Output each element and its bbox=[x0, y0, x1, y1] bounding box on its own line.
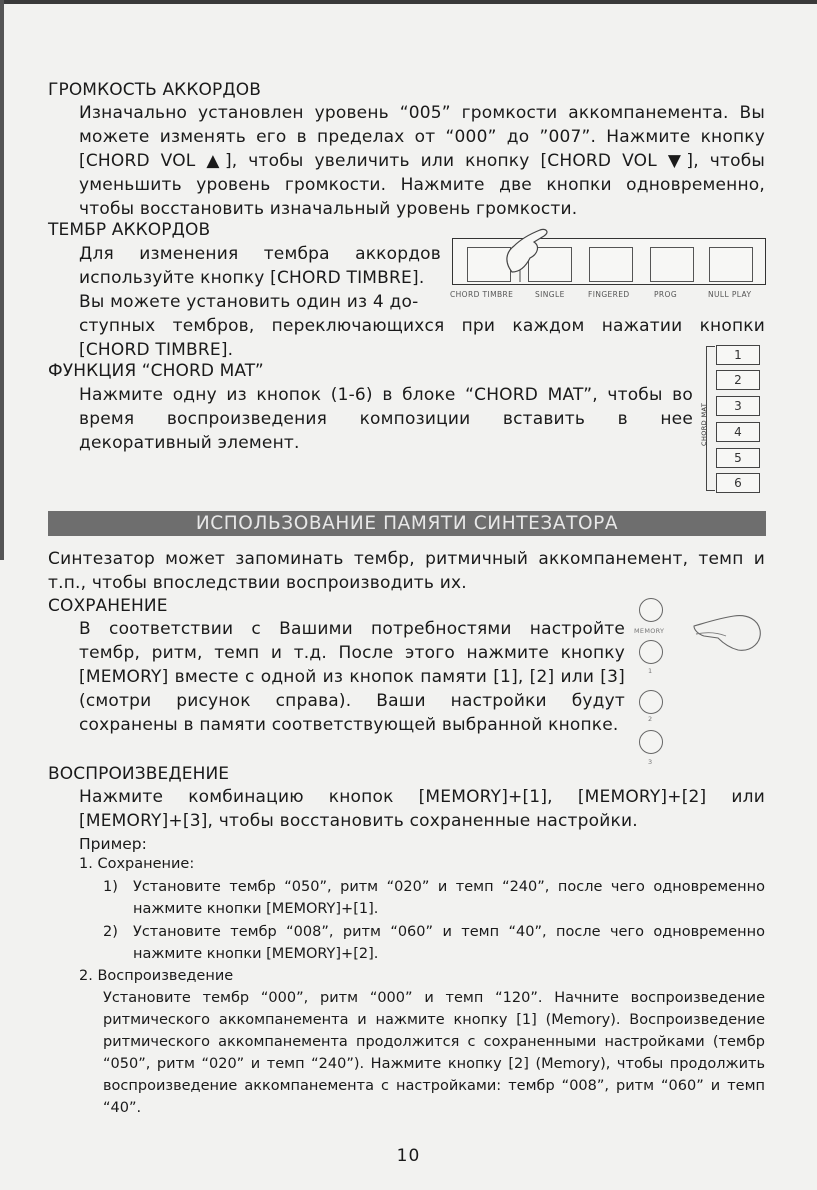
heading-chord-volume: ГРОМКОСТЬ АККОРДОВ bbox=[48, 80, 261, 100]
item-2-text: Установите тембр “000”, ритм “000” и темп “120”. Начните воспроизведение ритмического аккомпанемента и нажмите кнопку [1] (Memory). Воспроизведение ритмического аккомпанемента продолжится с сохраненными настройками (тембр “050”, ритм “020” и темп “240”). Нажмите кнопку [2] (Memory), чтобы продолжить воспроизведение аккомпанемента с настройками: тембр “008”, ритм “060” и темп “40”. bbox=[103, 990, 765, 1116]
memory-key-3[interactable] bbox=[639, 730, 663, 754]
label-chord-timbre: CHORD TIMBRE bbox=[450, 290, 514, 299]
memory-intro-text: Синтезатор может запоминать тембр, ритмичный аккомпанемент, темп и т.п., чтобы впоследствии воспроизводить их. bbox=[48, 549, 765, 593]
memory-key-2-label: 2 bbox=[648, 715, 653, 723]
top-border bbox=[0, 0, 817, 4]
fingered-button[interactable] bbox=[589, 247, 633, 282]
item-1-title: 1. Сохранение: bbox=[79, 856, 195, 872]
item-1-2-text: Установите тембр “008”, ритм “060” и темп “40”, после чего одновременно нажмите кнопки [MEMORY]+[2]. bbox=[133, 924, 765, 962]
item-1-2-number: 2) bbox=[103, 924, 118, 940]
heading-chord-timbre: ТЕМБР АККОРДОВ bbox=[48, 220, 211, 240]
chord-mat-key-6[interactable]: 6 bbox=[716, 473, 760, 493]
playback-text: Нажмите комбинацию кнопок [MEMORY]+[1], [MEMORY]+[2] или [MEMORY]+[3], чтобы восстановить сохраненные настройки. bbox=[79, 787, 765, 831]
item-2-title: 2. Воспроизведение bbox=[79, 968, 234, 984]
label-null-play: NULL PLAY bbox=[708, 290, 752, 299]
chord-mat-label: CHORD MAT bbox=[700, 402, 708, 446]
label-prog: PROG bbox=[654, 290, 678, 299]
label-fingered: FINGERED bbox=[588, 290, 630, 299]
finger-pointer-icon bbox=[490, 222, 560, 282]
memory-key-2[interactable] bbox=[639, 690, 663, 714]
memory-key-1[interactable] bbox=[639, 640, 663, 664]
memory-key-1-label: 1 bbox=[648, 667, 653, 675]
heading-save: СОХРАНЕНИЕ bbox=[48, 596, 168, 616]
label-single: SINGLE bbox=[535, 290, 565, 299]
item-1-1-text: Установите тембр “050”, ритм “020” и темп “240”, после чего одновременно нажмите кнопки [MEMORY]+[1]. bbox=[133, 879, 765, 917]
section-banner-title: ИСПОЛЬЗОВАНИЕ ПАМЯТИ СИНТЕЗАТОРА bbox=[195, 513, 619, 534]
chord-mat-key-1[interactable]: 1 bbox=[716, 345, 760, 365]
memory-button[interactable] bbox=[639, 598, 663, 622]
chord-volume-text: Изначально установлен уровень “005” громкости аккомпанемента. Вы можете изменять его в пределах от “000” до ”007”. Нажмите кнопку [CHORD VOL ▲], чтобы увеличить или кнопку [CHORD VOL ▼], чтобы уменьшить уровень громкости. Нажмите две кнопки одновременно, чтобы восстановить изначальный уровень громкости. bbox=[79, 103, 765, 219]
heading-playback: ВОСПРОИЗВЕДЕНИЕ bbox=[48, 764, 230, 784]
chord-mat-key-5[interactable]: 5 bbox=[716, 448, 760, 468]
section-banner bbox=[48, 511, 766, 536]
memory-key-3-label: 3 bbox=[648, 758, 653, 766]
chord-mat-text: Нажмите одну из кнопок (1-6) в блоке “CHORD MAT”, чтобы во время воспроизведения композиции вставить в нее декоративный элемент. bbox=[79, 385, 693, 453]
page-number: 10 bbox=[396, 1146, 421, 1166]
chord-timbre-text-3: ступных тембров, переключающихся при каждом нажатии кнопки [CHORD TIMBRE]. bbox=[79, 316, 765, 360]
chord-mat-key-4[interactable]: 4 bbox=[716, 422, 760, 442]
chord-mat-key-2[interactable]: 2 bbox=[716, 370, 760, 390]
example-label: Пример: bbox=[79, 835, 147, 853]
hand-pointer-icon bbox=[690, 612, 766, 658]
chord-timbre-text-2: Вы можете установить один из 4 до- bbox=[79, 292, 419, 312]
left-border bbox=[0, 0, 4, 560]
prog-button[interactable] bbox=[650, 247, 694, 282]
memory-label: MEMORY bbox=[634, 627, 665, 635]
null-play-button[interactable] bbox=[709, 247, 753, 282]
save-text: В соответствии с Вашими потребностями настройте тембр, ритм, темп и т.д. После этого нажмите кнопку [MEMORY] вместе с одной из кнопок памяти [1], [2] или [3] (смотри рисунок справа). Ваши настройки будут сохранены в памяти соответствующей выбранной кнопке. bbox=[79, 619, 625, 735]
heading-chord-mat: ФУНКЦИЯ “CHORD MAT” bbox=[48, 361, 264, 381]
chord-mat-key-3[interactable]: 3 bbox=[716, 396, 760, 416]
chord-timbre-text-1: Для изменения тембра аккордов используйте кнопку [CHORD TIMBRE]. bbox=[79, 244, 441, 288]
item-1-1-number: 1) bbox=[103, 879, 118, 895]
